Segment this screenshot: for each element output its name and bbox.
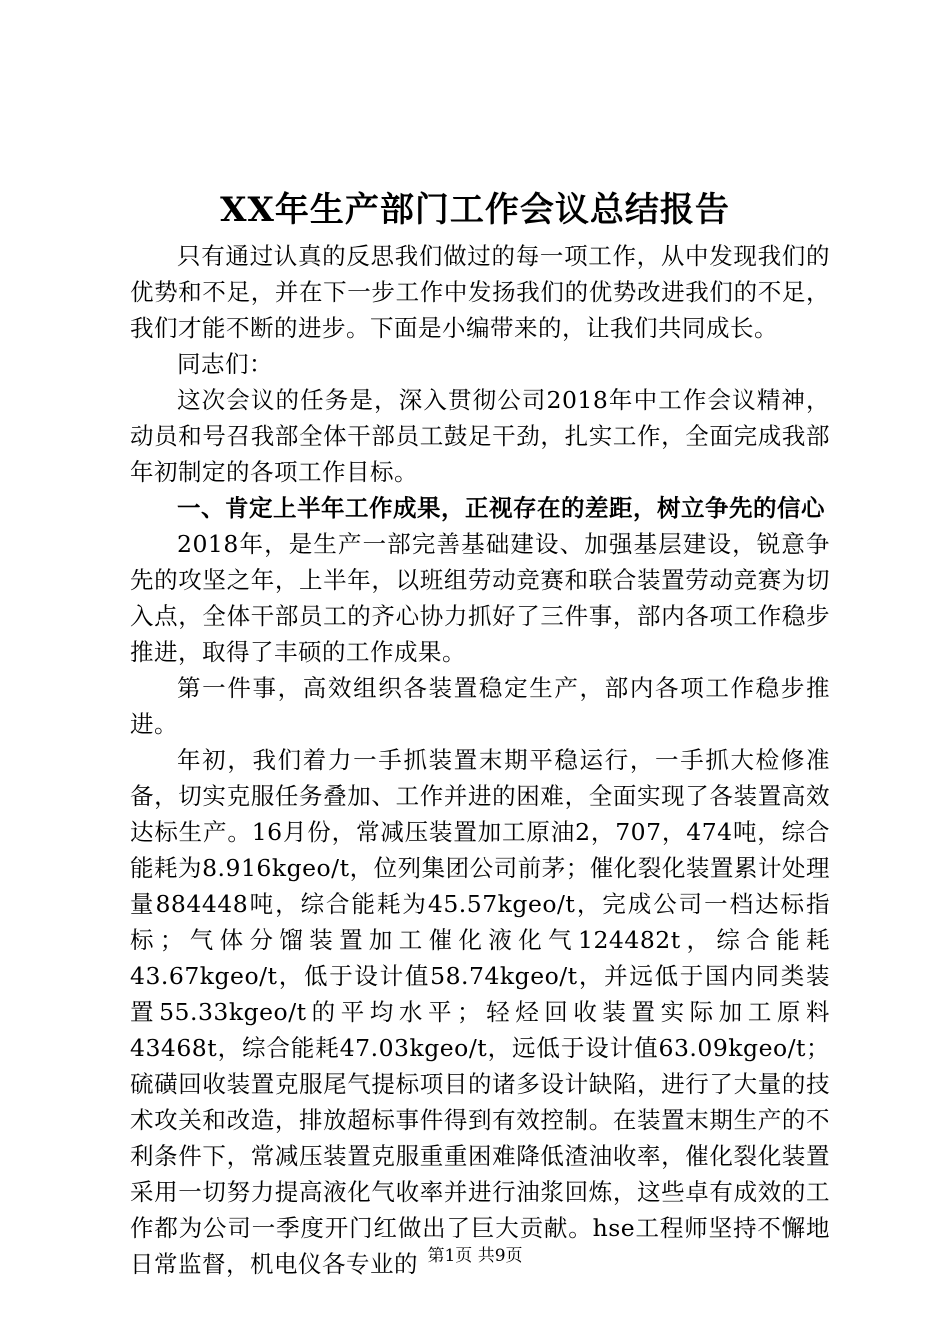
first-item-paragraph: 第一件事，高效组织各装置稳定生产，部内各项工作稳步推进。 — [130, 674, 830, 738]
production-details-paragraph: 年初，我们着力一手抓装置末期平稳运行，一手抓大检修准备，切实克服任务叠加、工作并进的困难，全面实现了各装置高效达标生产。16月份，常减压装置加工原油2，707，474吨，综合能耗为8.916kgeo/t，位列集团公司前茅；催化裂化装置累计处理量884448吨，综合能耗为45.57kgeo/t，完成公司一档达标指标；气体分馏装置加工催化液化气124482t，综合能耗43.67kgeo/t，低于设计值58.74kgeo/t，并远低于国内同类装置55.33kgeo/t的平均水平；轻烃回收装置实际加工原料43468t，综合能耗47.03kgeo/t，远低于设计值63.09kgeo/t；硫磺回收装置克服尾气提标项目的诸多设计缺陷，进行了大量的技术攻关和改造，排放超标事件得到有效控制。在装置末期生产的不利条件下，常减压装置克服重重困难降低渣油收率，催化裂化装置采用一切努力提高液化气收率并进行油浆回炼，这些卓有成效的工作都为公司一季度开门红做出了巨大贡献。hse工程师坚持不懈地日常监督，机电仪各专业的 — [130, 746, 830, 1278]
salutation: 同志们： — [177, 350, 273, 378]
meeting-task-paragraph: 这次会议的任务是，深入贯彻公司2018年中工作会议精神，动员和号召我部全体干部员工鼓足干劲，扎实工作，全面完成我部年初制定的各项工作目标。 — [130, 386, 830, 486]
document-title: XX年生产部门工作会议总结报告 — [220, 190, 730, 230]
year-summary-paragraph: 2018年，是生产一部完善基础建设、加强基层建设，锐意争先的攻坚之年，上半年，以班组劳动竞赛和联合装置劳动竞赛为切入点，全体干部员工的齐心协力抓好了三件事，部内各项工作稳步推进，取得了丰硕的工作成果。 — [130, 530, 830, 666]
section-heading-1: 一、肯定上半年工作成果，正视存在的差距，树立争先的信心 — [177, 494, 825, 522]
page-footer: 第1页 共9页 — [427, 1246, 523, 1266]
intro-paragraph: 只有通过认真的反思我们做过的每一项工作，从中发现我们的优势和不足，并在下一步工作中发扬我们的优势改进我们的不足，我们才能不断的进步。下面是小编带来的，让我们共同成长。 — [130, 242, 830, 342]
document-body — [130, 238, 830, 1282]
